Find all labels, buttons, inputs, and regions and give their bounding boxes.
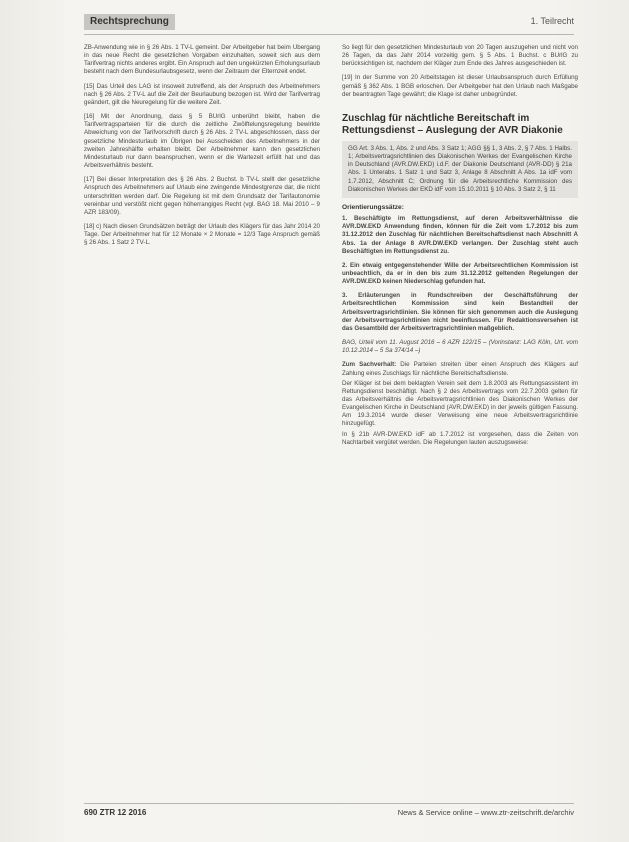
footer-divider <box>84 803 574 804</box>
paragraph: [19] In der Summe von 20 Arbeitstagen ist dieser Urlaubsanspruch durch Erfüllung gemäß § 362 Abs. 1 BGB erloschen. Der Arbeitgeber hat den Urlaub nach Maßgabe der beantragten Tage gewährt; die Klage ist daher unbegründet. <box>342 74 578 98</box>
footer-link[interactable]: News & Service online – www.ztr-zeitschrift.de/archiv <box>397 808 574 817</box>
header-right-label: 1. Teilrecht <box>530 16 574 26</box>
paragraph: [18] c) Nach diesen Grundsätzen beträgt der Urlaub des Klägers für das Jahr 2014 20 Tage. Der Arbeitnehmer hat für 12 Monate × 2 Monate = 12/3 Tage Anspruch gemäß § 26 Abs. 1 Satz 2 TV-L. <box>84 222 320 247</box>
paragraph: So liegt für den gesetzlichen Mindesturlaub von 20 Tagen auszugehen und nicht von 26 Tagen, da das Jahr 2014 vorzeitig gem. § 5 Abs. 1 Buchst. c BUrlG zu berücksichtigen ist, nachdem der Kläger zum Ende des Jahres ausgeschieden ist. <box>342 44 578 68</box>
paragraph: ZB-Anwendung wie in § 26 Abs. 1 TV-L gemeint. Der Arbeitgeber hat beim Übergang in das neue Recht die gesetzlichen Vorgaben einzuhalten, soweit sich aus dem Tarifvertrag nichts anderes ergibt. Ein Anspruch auf den ungekürzten Erholungsurlaub besteht nach dem Bundesurlaubsgesetz, wenn der Zeitraum der Elternzeit endet. <box>84 44 320 76</box>
case-paragraph: Der Kläger ist bei dem beklagten Verein seit dem 1.8.2003 als Rettungsassistent im Rettungsdienst beschäftigt. Nach § 2 des Arbeitsvertrags vom 22.7.2003 gelten für das Arbeitsverhältnis die Arbeitsvertragsrichtlinien des Diakonischen Werkes der Evangelischen Kirche in Deutschland (AVR.DW.EKD) in der jeweils gültigen Fassung. Am 19.3.2014 wurde dieser Verweisung eine neue Arbeitsvertragsrichtlinie hinzugefügt. <box>342 379 578 428</box>
orientation-item: 2. Ein etwaig entgegenstehender Wille der Arbeitsrechtlichen Kommission ist unbeachtlich, da er in den bis zum 31.12.2012 geltenden Regelungen der AVR.DW.EKD keinen Niederschlag gefunden hat. <box>342 261 578 286</box>
orientation-item: 3. Erläuterungen in Rundschreiben der Geschäftsführung der Arbeitsrechtlichen Kommission sind kein Bestandteil der Arbeitsvertragsrichtlinien. Sie können für sich genommen auch die Auslegung der Arbeitsvertragsrichtlinien nicht beeinflussen. Für Redaktionsversehen ist das Gesamtbild der Arbeitsvertragsrichtlinien maßgeblich. <box>342 292 578 332</box>
citation: BAG, Urteil vom 11. August 2016 – 6 AZR 122/15 – (Vorinstanz: LAG Köln, Urt. vom 10.12.2014 – 5 Sa 374/14 –) <box>342 339 578 355</box>
paragraph: [17] Bei dieser Interpretation des § 26 Abs. 2 Buchst. b TV-L stellt der gesetzliche Anspruch des Arbeitnehmers auf Urlaub eine zwingende Mindestgrenze dar, die nicht unterschritten werden darf. Die Regelung ist mit dem Grundsatz der Tarifautonomie vereinbar und verstößt nicht gegen höherrangiges Recht (vgl. BAG 18. Mai 2010 – 9 AZR 183/09). <box>84 176 320 216</box>
page-number: 690 ZTR 12 2016 <box>84 808 147 817</box>
left-column <box>84 44 320 802</box>
case-paragraph: In § 21b AVR-DW.EKD idF ab 1.7.2012 ist vorgesehen, dass die Zeiten von Nachtarbeit vergütet werden. Die Regelungen lauten auszugsweise: <box>342 430 578 446</box>
paragraph: [15] Das Urteil des LAG ist insoweit zutreffend, als der Anspruch des Arbeitnehmers nach § 26 Abs. 2 TV-L auf die Zeit der Beurlaubung bezogen ist. Wird der Tarifvertrag geändert, gilt die Neuregelung für die weitere Zeit. <box>84 82 320 106</box>
case-text: Die Parteien streiten über einen Anspruch des Klägers auf Zahlung eines Zuschlags für nächtliche Bereitschaftsdienste. <box>342 361 578 377</box>
page-header <box>84 14 574 32</box>
paragraph: [16] Mit der Anordnung, dass § 5 BUrlG unberührt bleibt, haben die Tarifvertragsparteien für die durch die zeitliche Zwölftelungsregelung bewirkte Abweichung von der Tarifvorschrift durch § 26 Abs. 2 TV-L abgeschlossen, dass der gesetzliche Mindesturlaub im Übrigen bei Ausscheiden des Arbeitnehmers in der zweiten Jahreshälfte erhalten bleibt. Der Arbeitnehmer kann den gesetzlichen Mindesturlaub nur dann beanspruchen, wenn er die Wartezeit erfüllt hat und das Arbeitsverhältnis besteht. <box>84 113 320 170</box>
header-divider <box>84 34 574 35</box>
orientation-item: 1. Beschäftigte im Rettungsdienst, auf deren Arbeitsverhältnisse die AVR.DW.EKD Anwendung finden, können für die Zeit vom 1.7.2012 bis zum 31.12.2012 den Zuschlag für nächtlichen Bereitschaftsdienst nach Abschnitt A Abs. 1a der Anlage 8 AVR.DW.EKD verlangen. Der Zuschlag steht auch Beschäftigten im Rettungsdienst zu. <box>342 215 578 255</box>
norms-box: GG Art. 3 Abs. 1, Abs. 2 und Abs. 3 Satz 1; AGG §§ 1, 3 Abs. 2, § 7 Abs. 1 Halbs. 1; Arbeitsvertragsrichtlinien des Diakonischen Werkes der Evangelischen Kirche in Deutschland (AVR.DW.EKD) i.d.F. der Diakonie Deutschland (AVR-DD) § 21a Abs. 1 Unterabs. 1 Satz 1 und Satz 3, Anlage 8 Abschnitt A Abs. 1a idF vom 1.7.2012, Abschnitt C; Ordnung für die Arbeitsrechtliche Kommission des Diakonischen Werkes der EKD idF vom 15.10.2011 § 10 Abs. 3 Satz 2, § 11 <box>342 141 578 198</box>
section-tag: Rechtsprechung <box>84 14 175 30</box>
right-column <box>342 44 578 802</box>
article-headline: Zuschlag für nächtliche Bereitschaft im Rettungsdienst – Auslegung der AVR Diakonie <box>342 112 563 136</box>
case-paragraph <box>342 361 578 377</box>
orientation-title: Orientierungssätze: <box>342 203 404 211</box>
case-title: Zum Sachverhalt: <box>342 361 397 369</box>
